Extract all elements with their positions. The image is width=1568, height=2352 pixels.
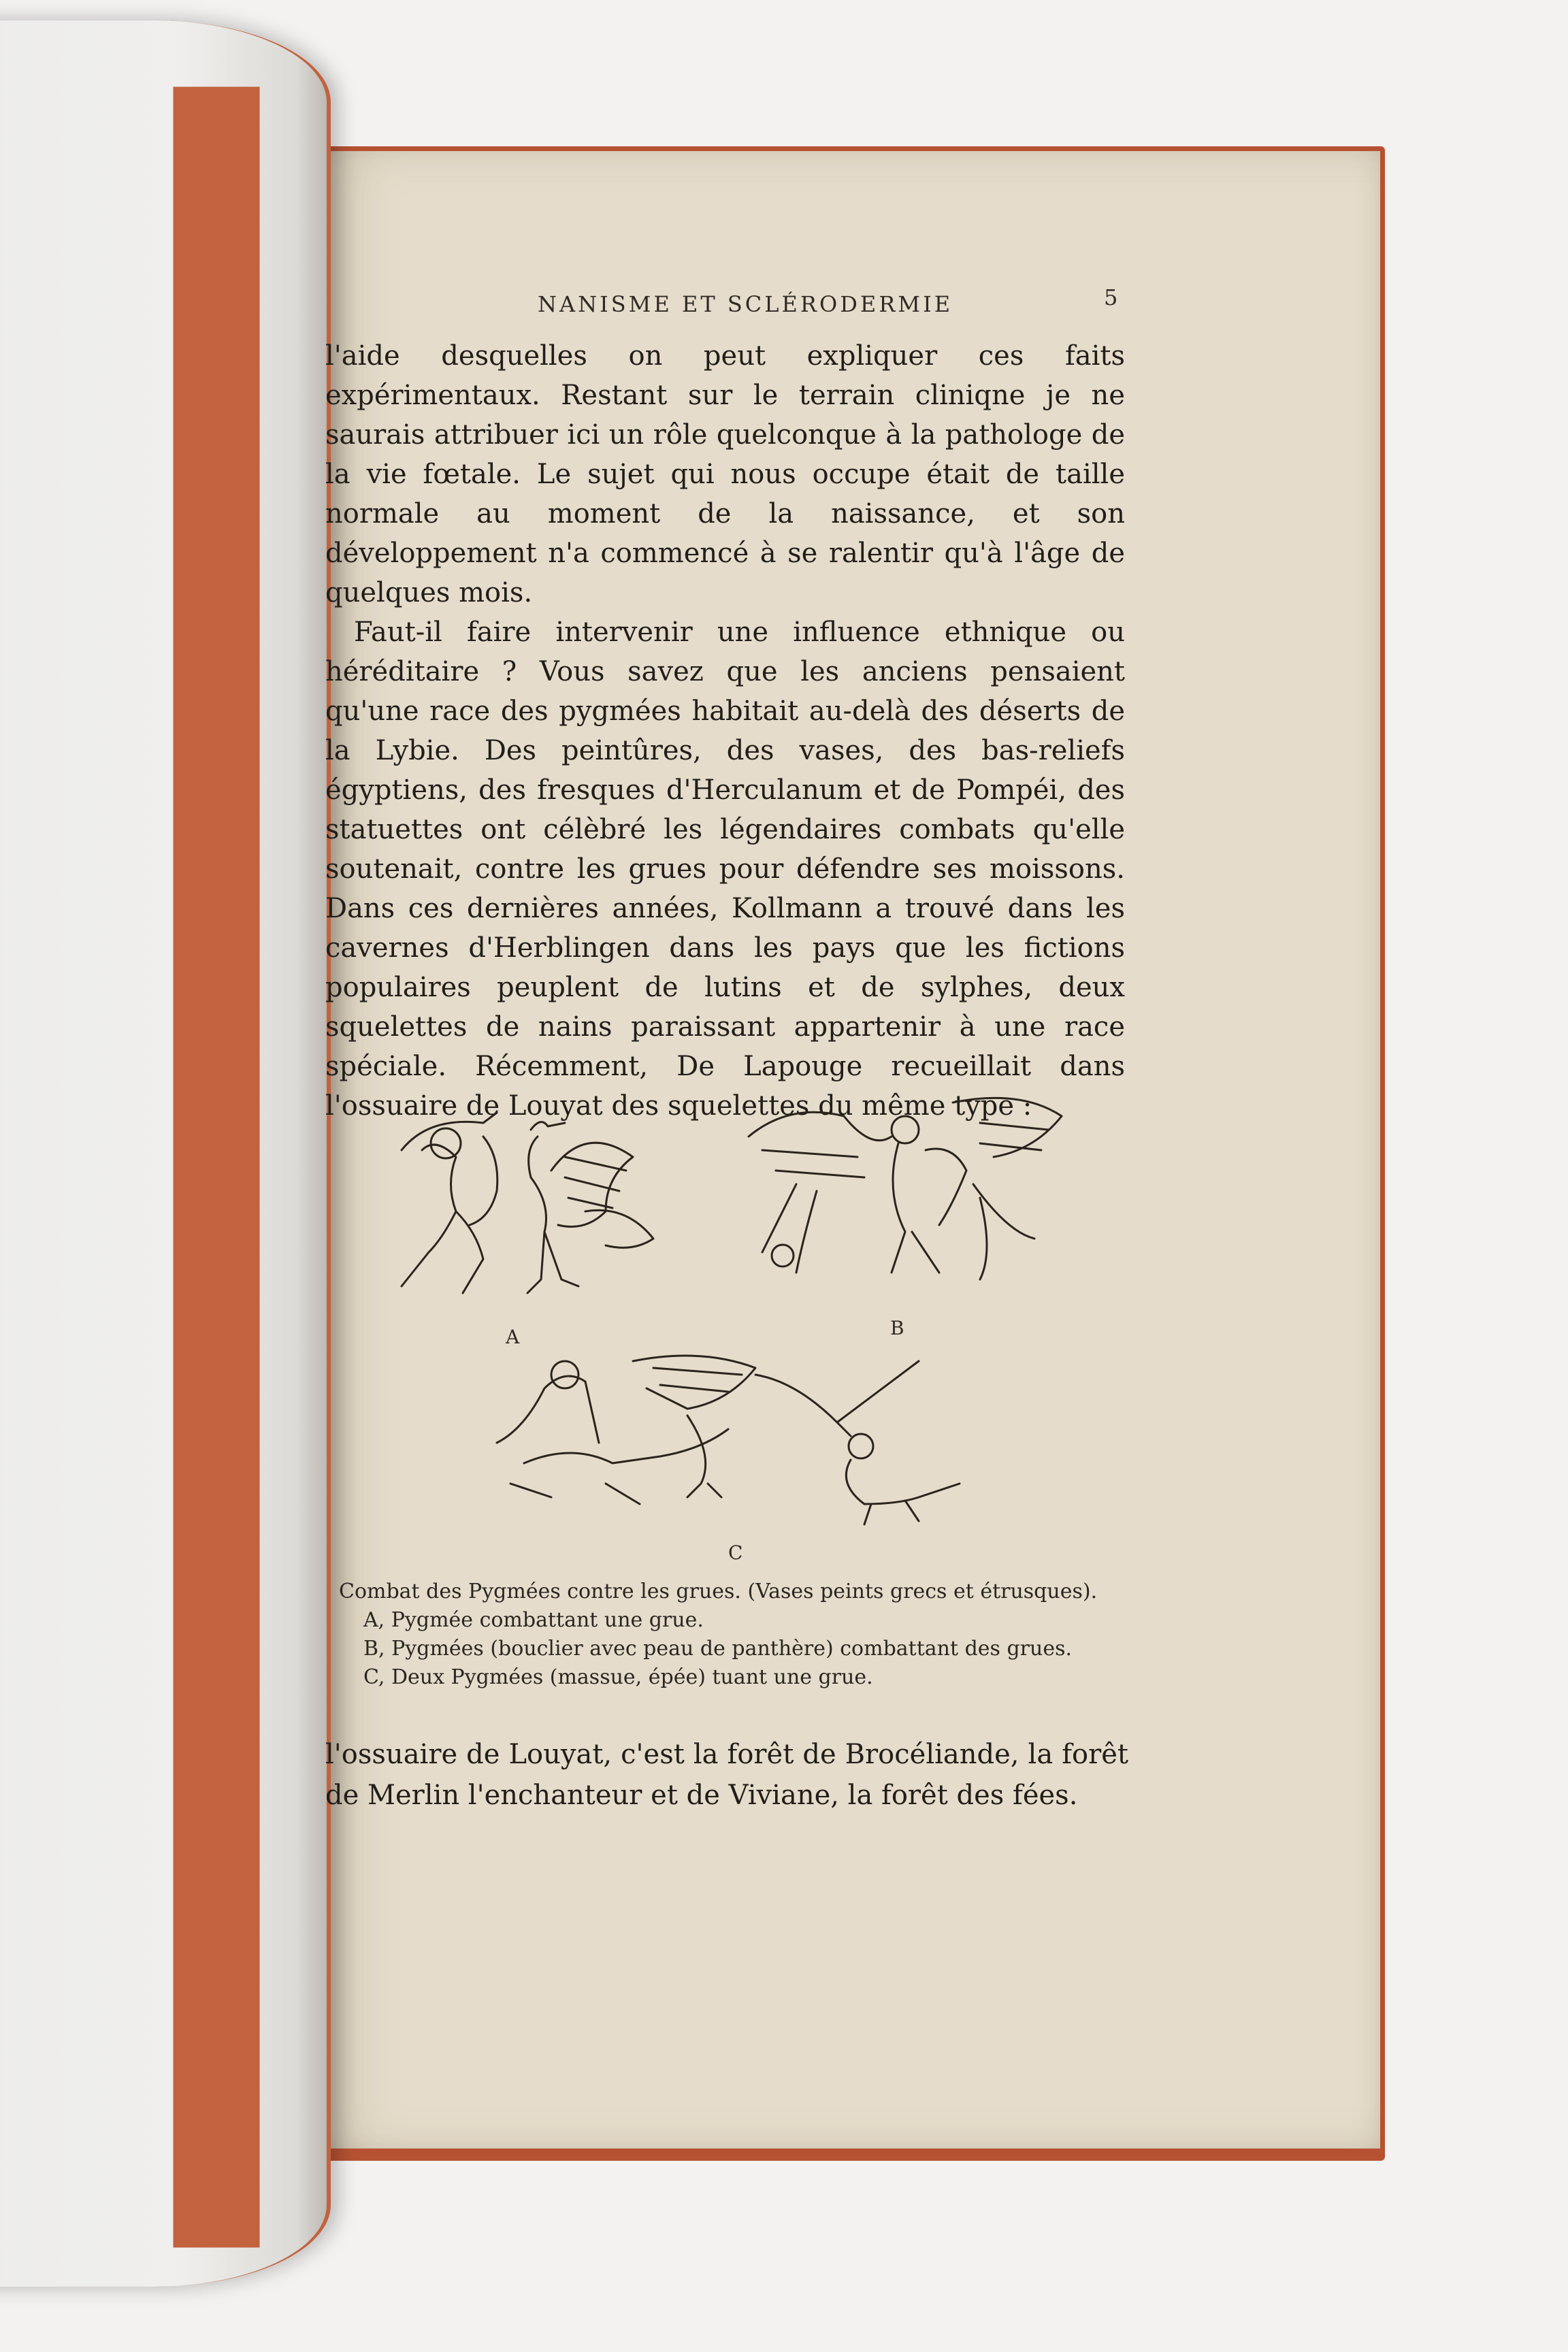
body-text: [325, 336, 1125, 1126]
caption-c: C, Deux Pygmées (massue, épée) tuant une grue.: [363, 1665, 873, 1689]
figure-caption: [339, 1578, 1156, 1692]
panel-b-drawing: [749, 1098, 1062, 1279]
caption-title: Combat des Pygmées contre les grues. (Vases peints grecs et étrusques).: [339, 1580, 1098, 1603]
paragraph-2: Faut-il faire intervenir une influence ethnique ou héréditaire ? Vous savez que les anciens pensaient qu'une race des pygmées habitait au-delà des déserts de la Lybie. Des peintûres, des vases, des bas-reliefs égyptiens, des fresques d'Herculanum et de Pompéi, des statuettes ont célèbré les légendaires combats qu'elle soutenait, contre les grues pour défendre ses moissons. Dans ces dernières années, Kollmann a trouvé dans les cavernes d'Herblingen dans les pays que les fictions populaires peuplent de lutins et de sylphes, deux squelettes de nains paraissant appartenir à une race spéciale. Récemment, De Lapouge recueillait dans l'ossuaire de Louyat des squelettes du même type :: [325, 617, 1125, 1122]
figure-label-c: C: [728, 1541, 743, 1564]
panel-a-drawing: [402, 1113, 653, 1293]
pygmy-crane-illustration: [381, 1075, 1130, 1552]
figure-label-b: B: [890, 1317, 904, 1339]
caption-a: A, Pygmée combattant une grue.: [363, 1608, 704, 1632]
left-blank-page: [0, 20, 331, 2287]
caption-b: B, Pygmées (bouclier avec peau de panthère) combattant des grues.: [363, 1637, 1073, 1661]
panel-c-drawing: [497, 1356, 960, 1524]
closing-text: l'ossuaire de Louyat, c'est la forêt de Brocéliande, la forêt de Merlin l'enchanteur et de Viviane, la forêt des fées.: [325, 1739, 1128, 1811]
page-number: 5: [1104, 284, 1118, 310]
paragraph-1: l'aide desquelles on peut expliquer ces faits expérimentaux. Restant sur le terrain cliniqne je ne saurais attribuer ici un rôle quelconque à la pathologe de la vie fœtale. Le sujet qui nous occupe était de taille normale au moment de la naissance, et son développement n'a commencé à se ralentir qu'à l'âge de quelques mois.: [325, 340, 1125, 608]
figure-label-a: A: [506, 1326, 520, 1348]
running-head: NANISME ET SCLÉRODERMIE: [538, 291, 953, 317]
